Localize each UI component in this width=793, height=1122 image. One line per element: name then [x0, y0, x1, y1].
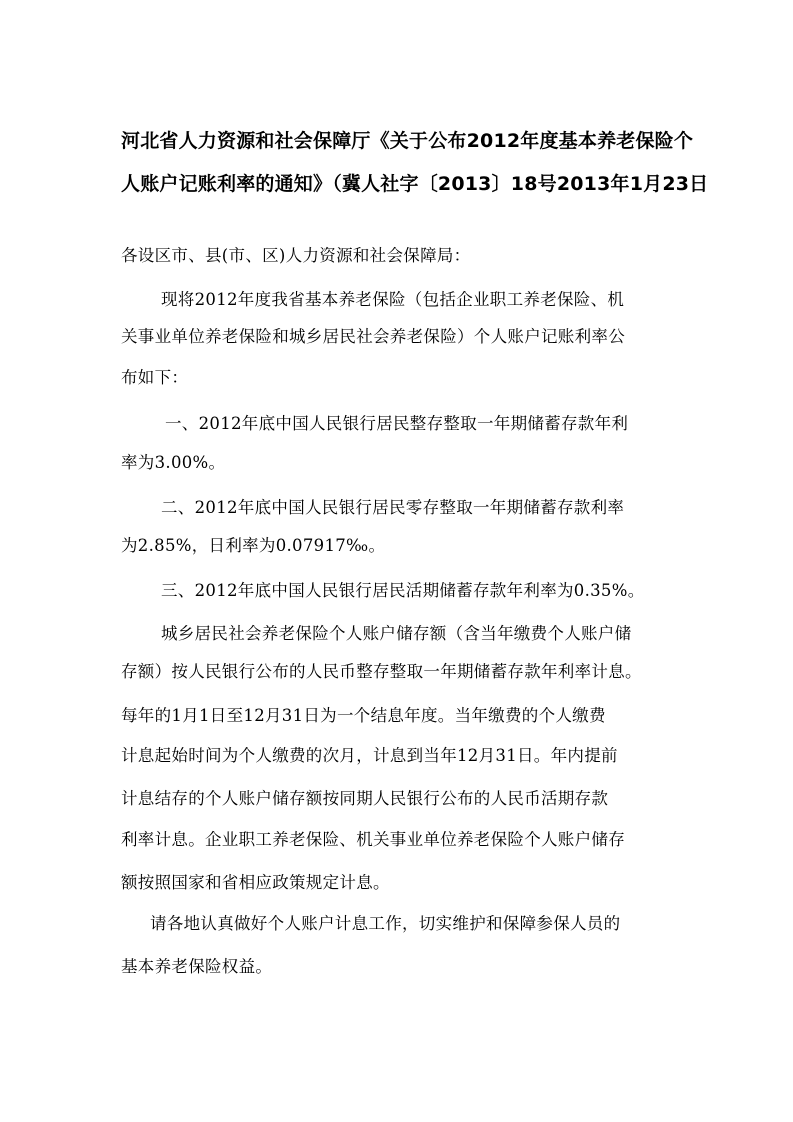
paragraph-line: 基本养老保险权益。: [121, 957, 273, 976]
paragraph-line: 请各地认真做好个人账户计息工作，切实维护和保障参保人员的: [150, 914, 621, 933]
paragraph-line: 城乡居民社会养老保险个人账户储存额（含当年缴费个人账户储: [161, 624, 632, 643]
salutation: 各设区市、县(市、区)人力资源和社会保障局：: [121, 246, 471, 265]
paragraph-line: 为2.85%，日利率为0.07917‰。: [121, 536, 386, 555]
paragraph-line: 关事业单位养老保险和城乡居民社会养老保险）个人账户记账利率公: [121, 327, 625, 346]
paragraph-line: 一、2012年底中国人民银行居民整存整取一年期储蓄存款年利: [165, 414, 629, 433]
paragraph-line: 计息起始时间为个人缴费的次月，计息到当年12月31日。年内提前: [121, 746, 618, 765]
paragraph-line: 额按照国家和省相应政策规定计息。: [121, 873, 390, 892]
document-title-line-2: 人账户记账利率的通知》（冀人社字〔2013〕18号2013年1月23日: [121, 173, 709, 195]
paragraph-line: 现将2012年度我省基本养老保险（包括企业职工养老保险、机: [161, 290, 625, 309]
paragraph-line: 计息结存的个人账户储存额按同期人民银行公布的人民币活期存款: [121, 789, 609, 808]
paragraph-line: 每年的1月1日至12月31日为一个结息年度。当年缴费的个人缴费: [121, 706, 606, 725]
paragraph-line: 布如下：: [121, 368, 189, 387]
paragraph-line: 存额）按人民银行公布的人民币整存整取一年期储蓄存款年利率计息。: [121, 662, 642, 681]
paragraph-line: 率为3.00%。: [121, 453, 226, 472]
paragraph-line: 利率计息。企业职工养老保险、机关事业单位养老保险个人账户储存: [121, 830, 625, 849]
paragraph-line: 二、2012年底中国人民银行居民零存整取一年期储蓄存款利率: [161, 498, 625, 517]
document-title-line-1: 河北省人力资源和社会保障厅《关于公布2012年度基本养老保险个: [121, 130, 694, 152]
paragraph-line: 三、2012年底中国人民银行居民活期储蓄存款年利率为0.35%。: [161, 581, 645, 600]
